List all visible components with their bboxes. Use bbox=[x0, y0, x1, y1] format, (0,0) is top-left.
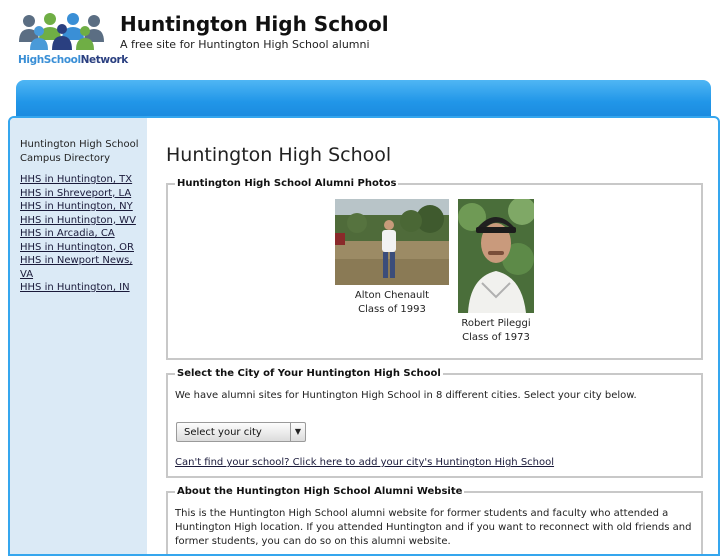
list-item bbox=[20, 281, 147, 295]
list-item bbox=[20, 187, 147, 201]
select-city-legend: Select the City of Your Huntington High School bbox=[177, 368, 441, 379]
list-item bbox=[20, 227, 147, 241]
nav-bar bbox=[16, 80, 711, 120]
alumni-photos-section bbox=[166, 178, 703, 360]
logo-wordmark bbox=[18, 54, 128, 66]
campus-directory-heading: Huntington High School Campus Directory bbox=[20, 139, 139, 164]
site-title[interactable]: Huntington High School bbox=[120, 12, 389, 36]
sidebar-link-shreveport-la[interactable]: HHS in Shreveport, LA bbox=[20, 187, 132, 199]
city-select-value: Select your city bbox=[184, 427, 262, 438]
sidebar-link-huntington-wv[interactable]: HHS in Huntington, WV bbox=[20, 214, 136, 226]
alumni-photo[interactable] bbox=[458, 199, 534, 313]
alumni-name: Robert Pileggi bbox=[461, 318, 531, 329]
logo-text-highschool: HighSchool bbox=[18, 54, 81, 66]
alumni-photo-card[interactable] bbox=[334, 199, 450, 317]
campus-directory-list bbox=[20, 173, 147, 295]
sidebar-link-huntington-ny[interactable]: HHS in Huntington, NY bbox=[20, 201, 133, 212]
alumni-class: Class of 1993 bbox=[358, 304, 426, 315]
sidebar-link-huntington-tx[interactable]: HHS in Huntington, TX bbox=[20, 174, 133, 185]
sidebar-link-arcadia-ca[interactable]: HHS in Arcadia, CA bbox=[20, 228, 115, 239]
sidebar-link-huntington-in[interactable]: HHS in Huntington, IN bbox=[20, 282, 130, 293]
alumni-photo[interactable] bbox=[335, 199, 449, 285]
add-school-link[interactable]: Can't find your school? Click here to add your city's Huntington High School bbox=[175, 457, 555, 468]
page-title: Huntington High School bbox=[166, 144, 392, 166]
list-item bbox=[20, 254, 147, 281]
list-item bbox=[20, 214, 147, 228]
site-header bbox=[0, 0, 727, 80]
people-group-icon bbox=[17, 12, 109, 54]
alumni-name: Alton Chenault bbox=[354, 290, 430, 301]
sidebar-link-huntington-or[interactable]: HHS in Huntington, OR bbox=[20, 241, 134, 253]
select-city-section bbox=[166, 368, 703, 478]
list-item bbox=[20, 200, 147, 214]
city-description: We have alumni sites for Huntington High School in 8 different cities. Select your city below. bbox=[175, 390, 637, 401]
alumni-photos-legend: Huntington High School Alumni Photos bbox=[177, 178, 397, 189]
highschoolnetwork-logo[interactable] bbox=[17, 12, 128, 70]
about-section bbox=[166, 486, 703, 556]
chevron-down-icon[interactable]: ▼ bbox=[290, 423, 305, 441]
logo-text-network: Network bbox=[80, 54, 128, 66]
sidebar bbox=[10, 118, 147, 554]
list-item bbox=[20, 173, 147, 187]
sidebar-link-newport-news-va[interactable]: HHS in Newport News, VA bbox=[20, 255, 133, 280]
content-frame bbox=[8, 116, 720, 556]
site-tagline: A free site for Huntington High School alumni bbox=[120, 38, 370, 51]
alumni-class: Class of 1973 bbox=[462, 332, 530, 343]
about-text: This is the Huntington High School alumni website for former students and faculty who attended a Huntington High location. If you attended Huntington and if you want to reconnect with old friends and former students, you can do so on this alumni website. bbox=[175, 508, 692, 547]
alumni-photo-card[interactable] bbox=[446, 199, 546, 345]
city-select[interactable] bbox=[176, 422, 306, 442]
list-item bbox=[20, 241, 147, 255]
about-legend: About the Huntington High School Alumni Website bbox=[177, 486, 463, 497]
